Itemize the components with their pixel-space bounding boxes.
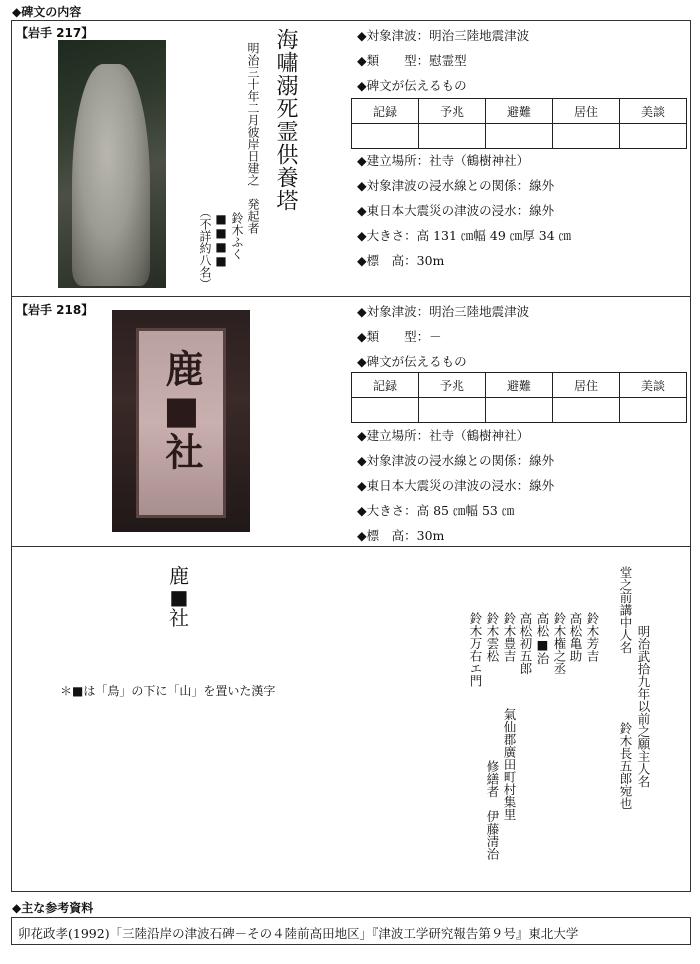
info-block — [357, 299, 529, 374]
references-heading: ◆主な参考資料 — [12, 901, 94, 915]
inscription-line: 明治三十年二月彼岸日建之 発起者 — [246, 42, 260, 234]
category-mark — [352, 398, 419, 423]
plaque-board — [136, 328, 226, 518]
shrine-char: 鹿 — [169, 564, 189, 588]
shrine-char: ■ — [169, 585, 189, 609]
divider-1 — [11, 296, 691, 297]
inscription-col: 鈴木万右エ門 — [468, 612, 483, 687]
inscription-col: 鈴木豊吉 — [502, 612, 517, 662]
info-inundation: ◆対象津波の浸水線との関係：線外 — [357, 178, 555, 193]
info-elevation: ◆標 高：30m — [357, 253, 445, 268]
inscription-col: 鈴木芳吉 — [585, 612, 600, 662]
monument-photo — [58, 40, 166, 288]
inscription-col: 鈴木長五郎宛也 — [618, 722, 633, 810]
info-tsunami: ◆対象津波：明治三陸地震津波 — [357, 304, 530, 319]
plaque-text: 鹿■社 — [159, 349, 204, 470]
info-message: ◆碑文が伝えるもの — [357, 354, 467, 369]
inscription-line: 鈴木ふく — [230, 212, 244, 260]
shrine-char: 社 — [169, 606, 189, 630]
category-cell: 避難 — [486, 99, 553, 124]
category-cell: 避難 — [486, 373, 553, 398]
category-mark — [486, 398, 553, 423]
entry-tag: 【岩手 217】 — [16, 26, 94, 40]
info-type: ◆類 型：－ — [357, 329, 442, 344]
category-mark — [486, 124, 553, 149]
category-mark — [419, 398, 486, 423]
divider-2 — [11, 546, 691, 547]
inscription-line: ■■■■ — [214, 212, 228, 268]
monument-title: 海嘯溺死霊供養塔 — [273, 28, 298, 212]
category-cell: 記録 — [352, 373, 419, 398]
category-cell: 予兆 — [419, 373, 486, 398]
reference-text: 卯花政孝(1992)「三陸沿岸の津波石碑－その４陸前高田地区」『津波工学研究報告第９号』東北大学 — [18, 926, 579, 941]
category-cell: 美談 — [620, 99, 687, 124]
category-table — [351, 98, 687, 149]
info-block — [357, 23, 529, 98]
kanji-note: ＊■は「鳥」の下に「山」を置いた漢字 — [60, 684, 276, 698]
category-cell: 居住 — [553, 373, 620, 398]
section-heading: ◆碑文の内容 — [12, 5, 82, 19]
inscription-col: 鈴木雲松 — [485, 612, 500, 662]
category-cell: 記録 — [352, 99, 419, 124]
category-cell: 予兆 — [419, 99, 486, 124]
category-cell: 居住 — [553, 99, 620, 124]
info-eastjapan: ◆東日本大震災の津波の浸水：線外 — [357, 478, 555, 493]
shrine-name — [168, 566, 190, 629]
inscription-col: 高松亀助 — [568, 612, 583, 662]
info-size: ◆大きさ：高 85 ㎝幅 53 ㎝ — [357, 503, 515, 518]
inscription-col: 氣仙郡廣田町村集里 — [502, 708, 517, 821]
info-type: ◆類 型：慰霊型 — [357, 53, 467, 68]
inscription-col: 鈴木権之丞 — [552, 612, 567, 675]
inscription-line: （不詳約八名） — [198, 206, 212, 290]
reference-box — [11, 917, 691, 945]
category-mark — [553, 124, 620, 149]
stone-shape — [72, 64, 150, 286]
inscription-col: 高松初五郎 — [518, 612, 533, 675]
info-tsunami: ◆対象津波：明治三陸地震津波 — [357, 28, 530, 43]
info-block-lower — [357, 148, 571, 273]
entry-tag: 【岩手 218】 — [16, 303, 94, 317]
inscription-col: 堂之前講中人名 — [618, 566, 633, 654]
category-mark — [419, 124, 486, 149]
info-eastjapan: ◆東日本大震災の津波の浸水：線外 — [357, 203, 555, 218]
monument-photo — [112, 310, 250, 532]
inscription-col: 高松■治 — [535, 612, 550, 665]
info-inundation: ◆対象津波の浸水線との関係：線外 — [357, 453, 555, 468]
info-location: ◆建立場所：社寺（鶴樹神社） — [357, 428, 530, 443]
info-location: ◆建立場所：社寺（鶴樹神社） — [357, 153, 530, 168]
inscription-col: 明治武拾九年以前之願主人名 — [636, 625, 651, 788]
category-mark — [352, 124, 419, 149]
category-mark — [620, 124, 687, 149]
info-message: ◆碑文が伝えるもの — [357, 78, 467, 93]
info-size: ◆大きさ：高 131 ㎝幅 49 ㎝厚 34 ㎝ — [357, 228, 572, 243]
inscription-col: 修繕者 伊藤清治 — [485, 760, 500, 860]
category-cell: 美談 — [620, 373, 687, 398]
category-table — [351, 372, 687, 423]
category-mark — [553, 398, 620, 423]
info-elevation: ◆標 高：30m — [357, 528, 445, 543]
info-block-lower — [357, 423, 554, 548]
category-mark — [620, 398, 687, 423]
